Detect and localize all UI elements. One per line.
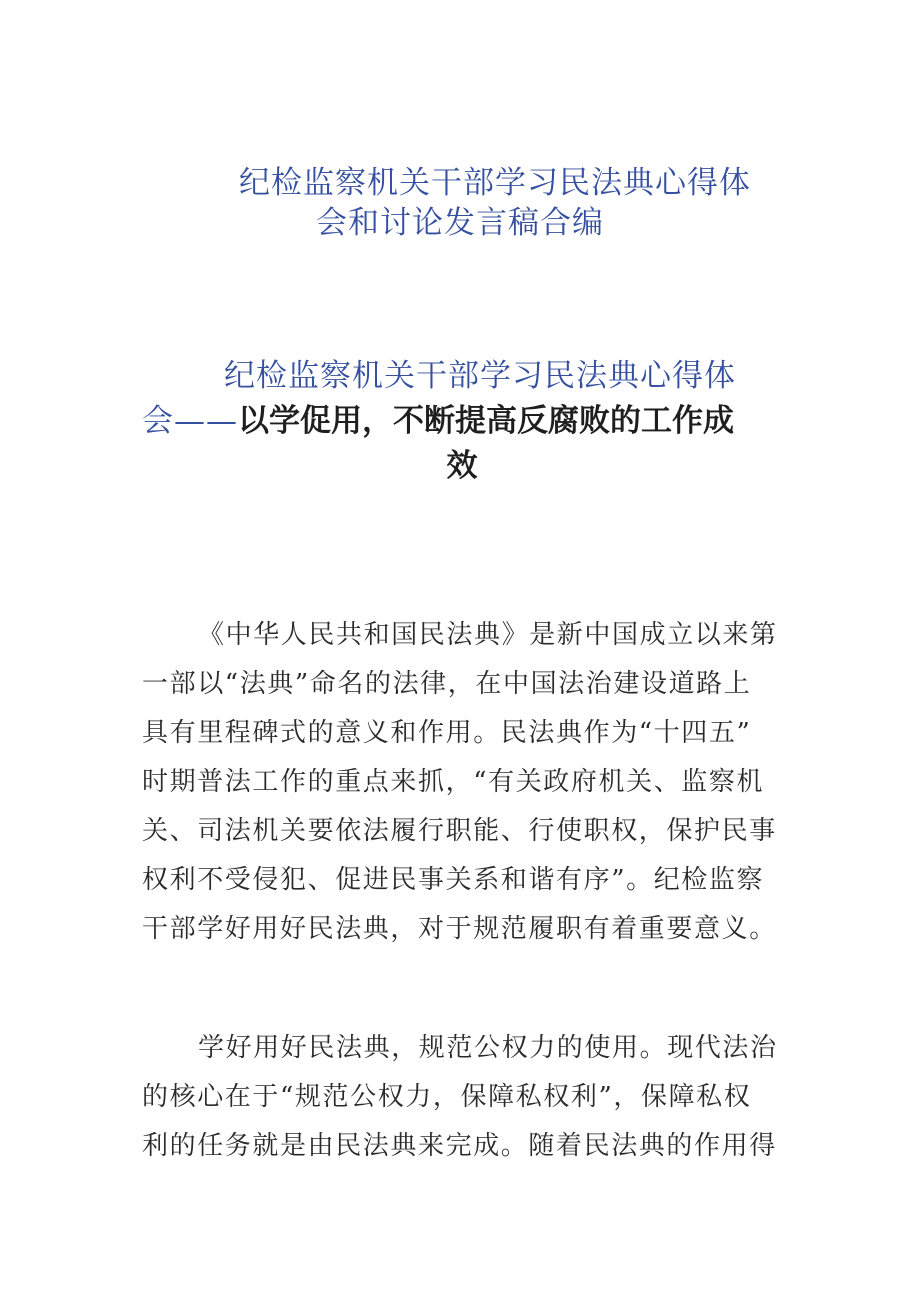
paragraph-line: 一部以“法典”命名的法律，在中国法治建设道路上 xyxy=(142,669,752,699)
paragraph-line: 《中华人民共和国民法典》是新中国成立以来第 xyxy=(198,620,778,650)
paragraph-line: 具有里程碑式的意义和作用。民法典作为“十四五” xyxy=(142,718,752,748)
article-title-line-2 xyxy=(142,399,782,444)
paragraph-line: 时期普法工作的重点来抓，“有关政府机关、监察机 xyxy=(142,767,765,797)
paragraph-1 xyxy=(142,611,782,954)
document-title-line-2: 会和讨论发言稿合编 xyxy=(316,205,604,241)
paragraph-line: 权利不受侵犯、促进民事关系和谐有序”。纪检监察 xyxy=(142,865,765,895)
article-title-line-3: 效 xyxy=(446,448,478,484)
article-title xyxy=(142,354,782,489)
document-title-line-1: 纪检监察机关干部学习民法典心得体 xyxy=(239,165,751,201)
article-title-line-2-prefix: 会—— xyxy=(142,403,238,439)
article-title-line-1: 纪检监察机关干部学习民法典心得体 xyxy=(224,358,736,394)
paragraph-line: 的核心在于“规范公权力，保障私权利”，保障私权 xyxy=(142,1082,752,1112)
paragraph-line: 学好用好民法典，规范公权力的使用。现代法治 xyxy=(198,1033,778,1063)
paragraph-line: 利的任务就是由民法典来完成。随着民法典的作用得 xyxy=(142,1131,777,1161)
paragraph-line: 干部学好用好民法典，对于规范履职有着重要意义。 xyxy=(142,914,777,944)
document-title xyxy=(0,163,920,243)
paragraph-2 xyxy=(142,1024,782,1171)
article-title-line-2-rest: 以学促用，不断提高反腐败的工作成 xyxy=(238,403,734,439)
paragraph-line: 关、司法机关要依法履行职能、行使职权，保护民事 xyxy=(142,816,777,846)
